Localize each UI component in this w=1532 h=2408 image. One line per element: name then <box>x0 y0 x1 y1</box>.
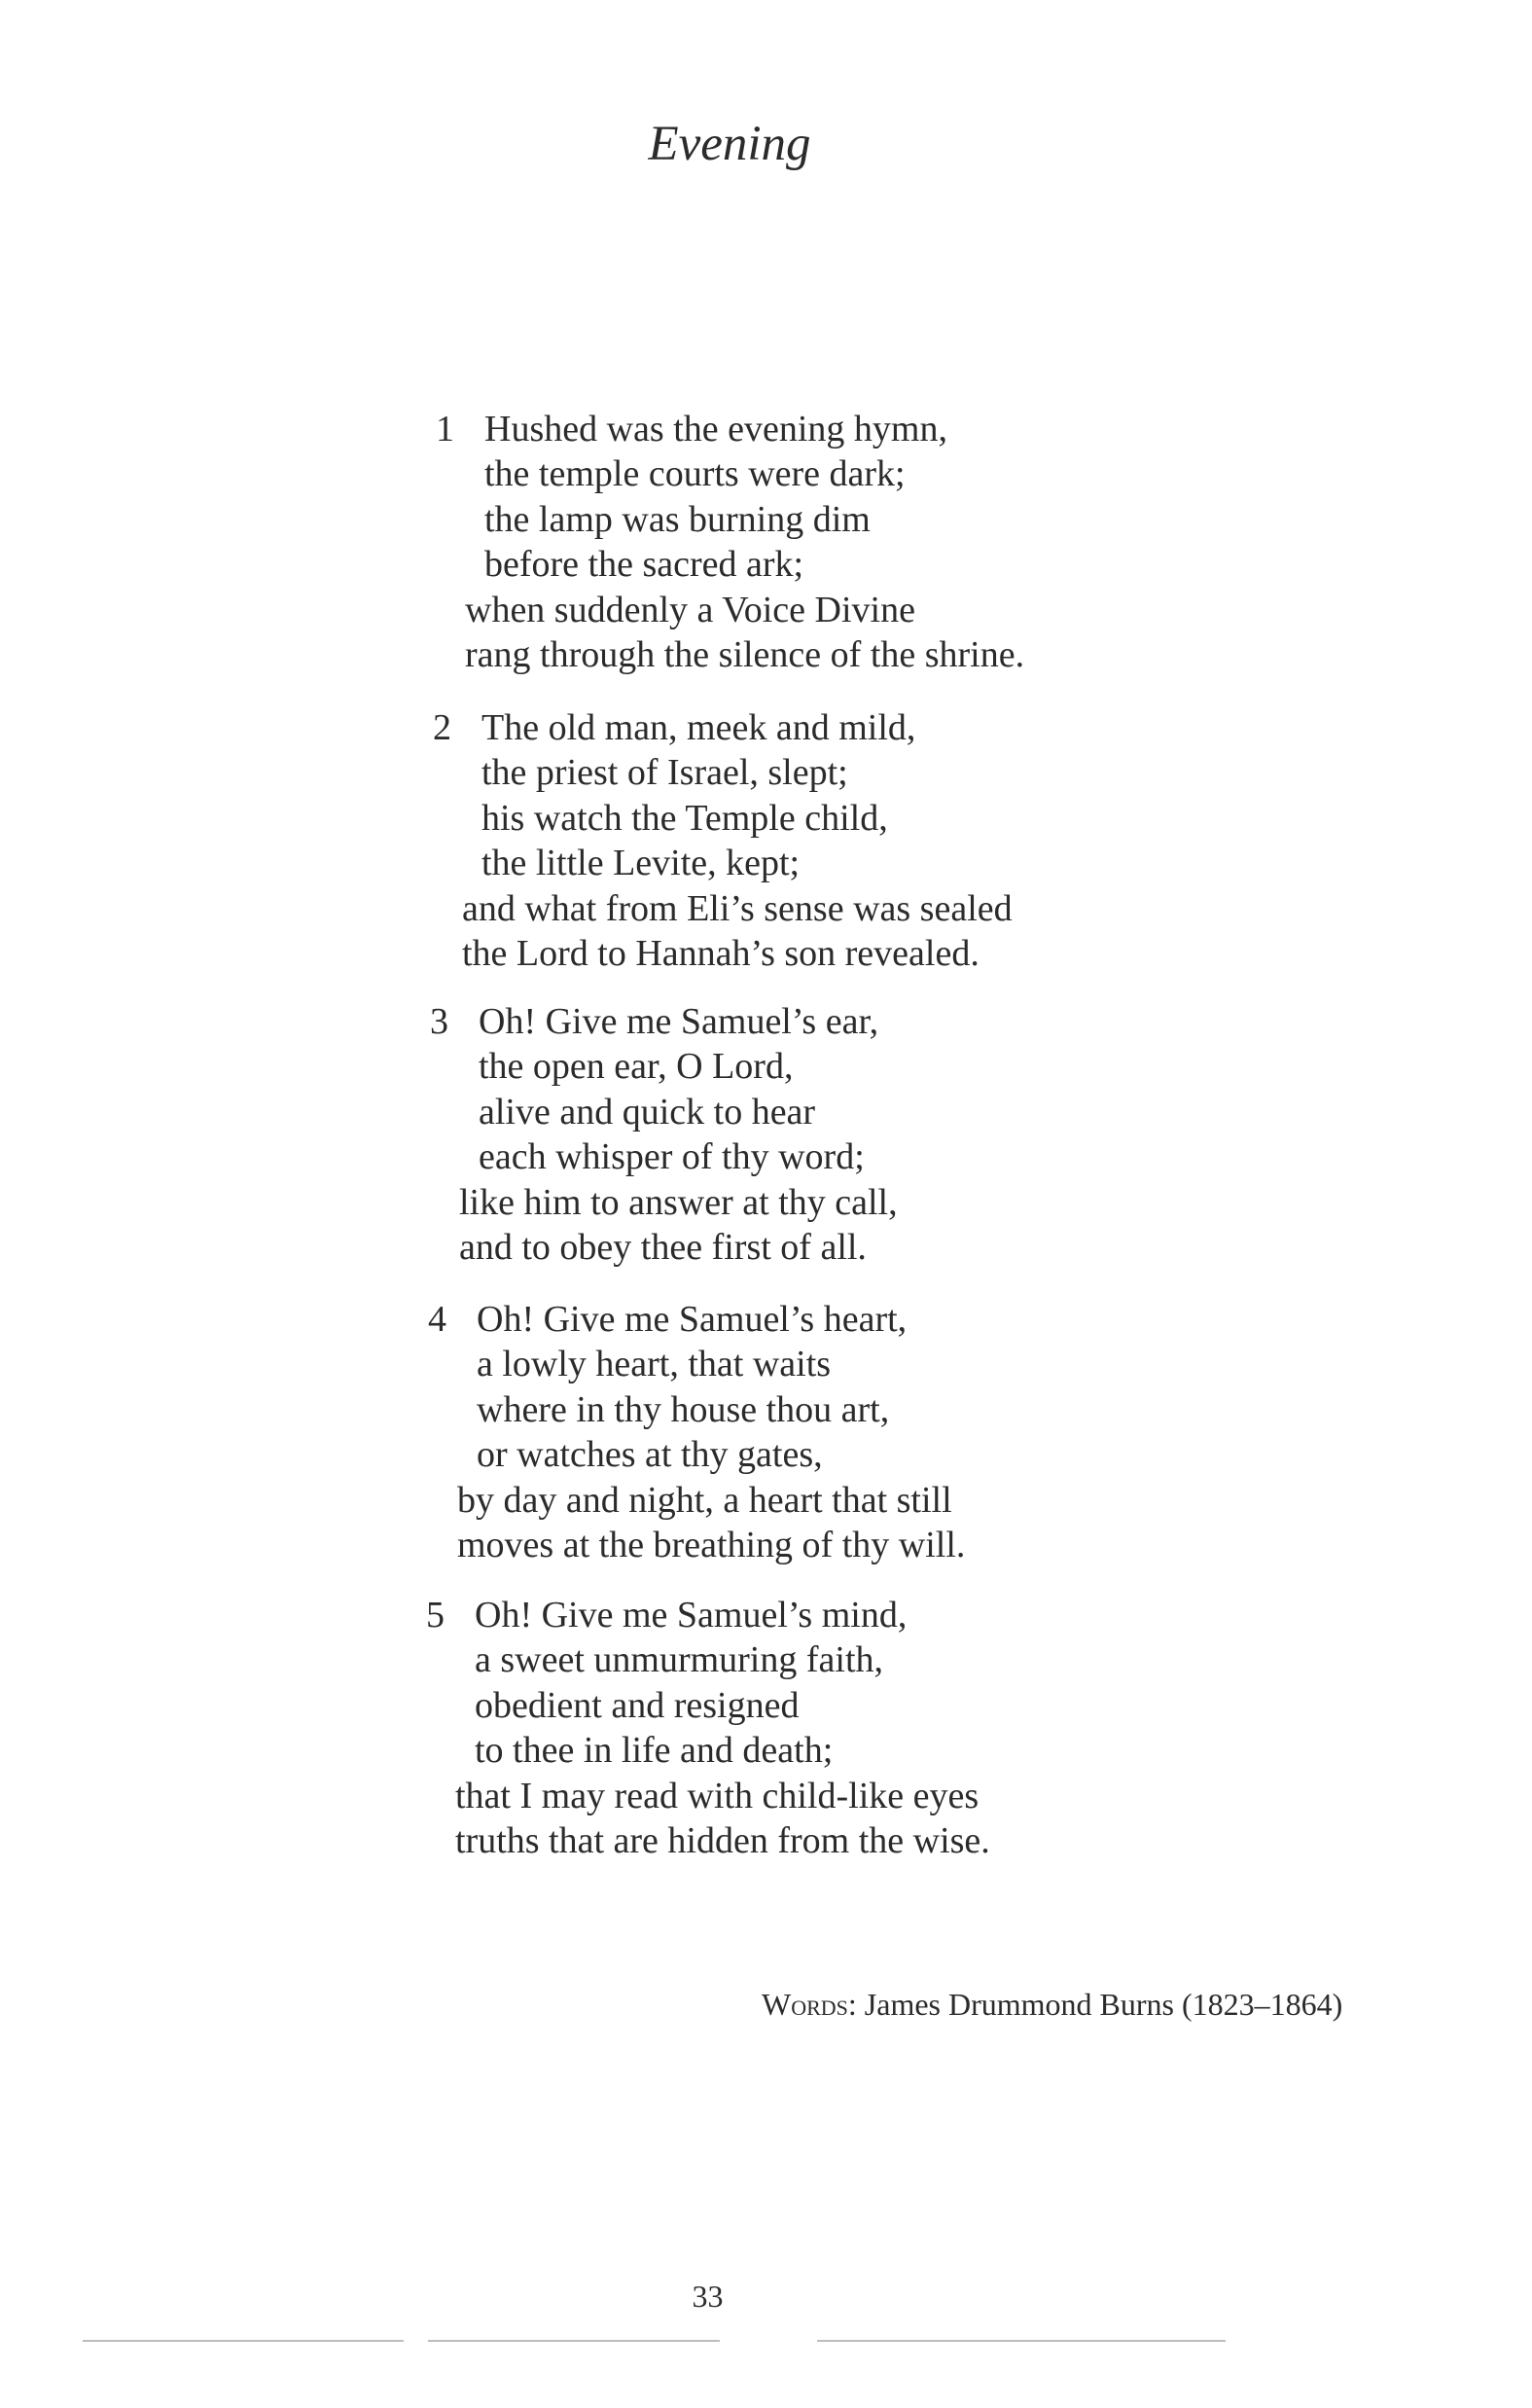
stanza-number: 3 <box>430 1001 448 1042</box>
stanza-number: 1 <box>436 409 454 449</box>
credit-label: Words <box>762 1987 848 2022</box>
stanza-line: his watch the Temple child, <box>481 798 888 839</box>
stanza-line: a sweet unmurmuring faith, <box>475 1639 884 1680</box>
stanza-line: that I may read with child-like eyes <box>455 1776 980 1816</box>
stanza-line: the priest of Israel, slept; <box>481 752 848 793</box>
credit-author: : James Drummond Burns (1823–1864) <box>847 1987 1343 2022</box>
stanza-line: the temple courts were dark; <box>484 453 906 494</box>
stanza-line: moves at the breathing of thy will. <box>457 1525 966 1565</box>
stanza-line: a lowly heart, that waits <box>477 1344 832 1384</box>
stanza-line: Oh! Give me Samuel’s mind, <box>475 1595 908 1635</box>
stanza-line: obedient and resigned <box>475 1685 800 1726</box>
stanza-line: each whisper of thy word; <box>479 1136 865 1177</box>
stanza-line: by day and night, a heart that still <box>457 1480 952 1521</box>
stanza-line: the open ear, O Lord, <box>479 1046 794 1087</box>
bottom-rule <box>817 2340 1226 2342</box>
stanza-line: and what from Eli’s sense was sealed <box>462 888 1013 929</box>
stanza-line: before the sacred ark; <box>484 544 804 585</box>
words-credit <box>762 1985 1342 2024</box>
stanza-line: and to obey thee first of all. <box>459 1227 867 1268</box>
stanza-line: The old man, meek and mild, <box>481 707 916 748</box>
stanza-line: Hushed was the evening hymn, <box>484 409 947 449</box>
page-number: 33 <box>692 2279 724 2314</box>
hymn-title: Evening <box>648 117 811 171</box>
stanza-line: Oh! Give me Samuel’s ear, <box>479 1001 879 1042</box>
stanza-line: where in thy house thou art, <box>477 1389 890 1430</box>
stanza-number: 4 <box>428 1299 446 1340</box>
stanza-number: 2 <box>433 707 451 748</box>
stanza-line: to thee in life and death; <box>475 1730 834 1771</box>
stanza-line: when suddenly a Voice Divine <box>465 590 915 630</box>
bottom-rule <box>83 2340 404 2342</box>
stanza-line: the Lord to Hannah’s son revealed. <box>462 933 980 974</box>
stanza-line: the little Levite, kept; <box>481 843 801 883</box>
stanza-line: truths that are hidden from the wise. <box>455 1820 990 1861</box>
bottom-rule <box>428 2340 720 2342</box>
stanza-line: rang through the silence of the shrine. <box>465 634 1025 675</box>
stanza-line: or watches at thy gates, <box>477 1434 823 1475</box>
stanza-line: the lamp was burning dim <box>484 499 871 540</box>
stanza-number: 5 <box>426 1595 445 1635</box>
stanza-line: alive and quick to hear <box>479 1092 816 1132</box>
stanza-line: like him to answer at thy call, <box>459 1182 898 1223</box>
stanza-line: Oh! Give me Samuel’s heart, <box>477 1299 908 1340</box>
